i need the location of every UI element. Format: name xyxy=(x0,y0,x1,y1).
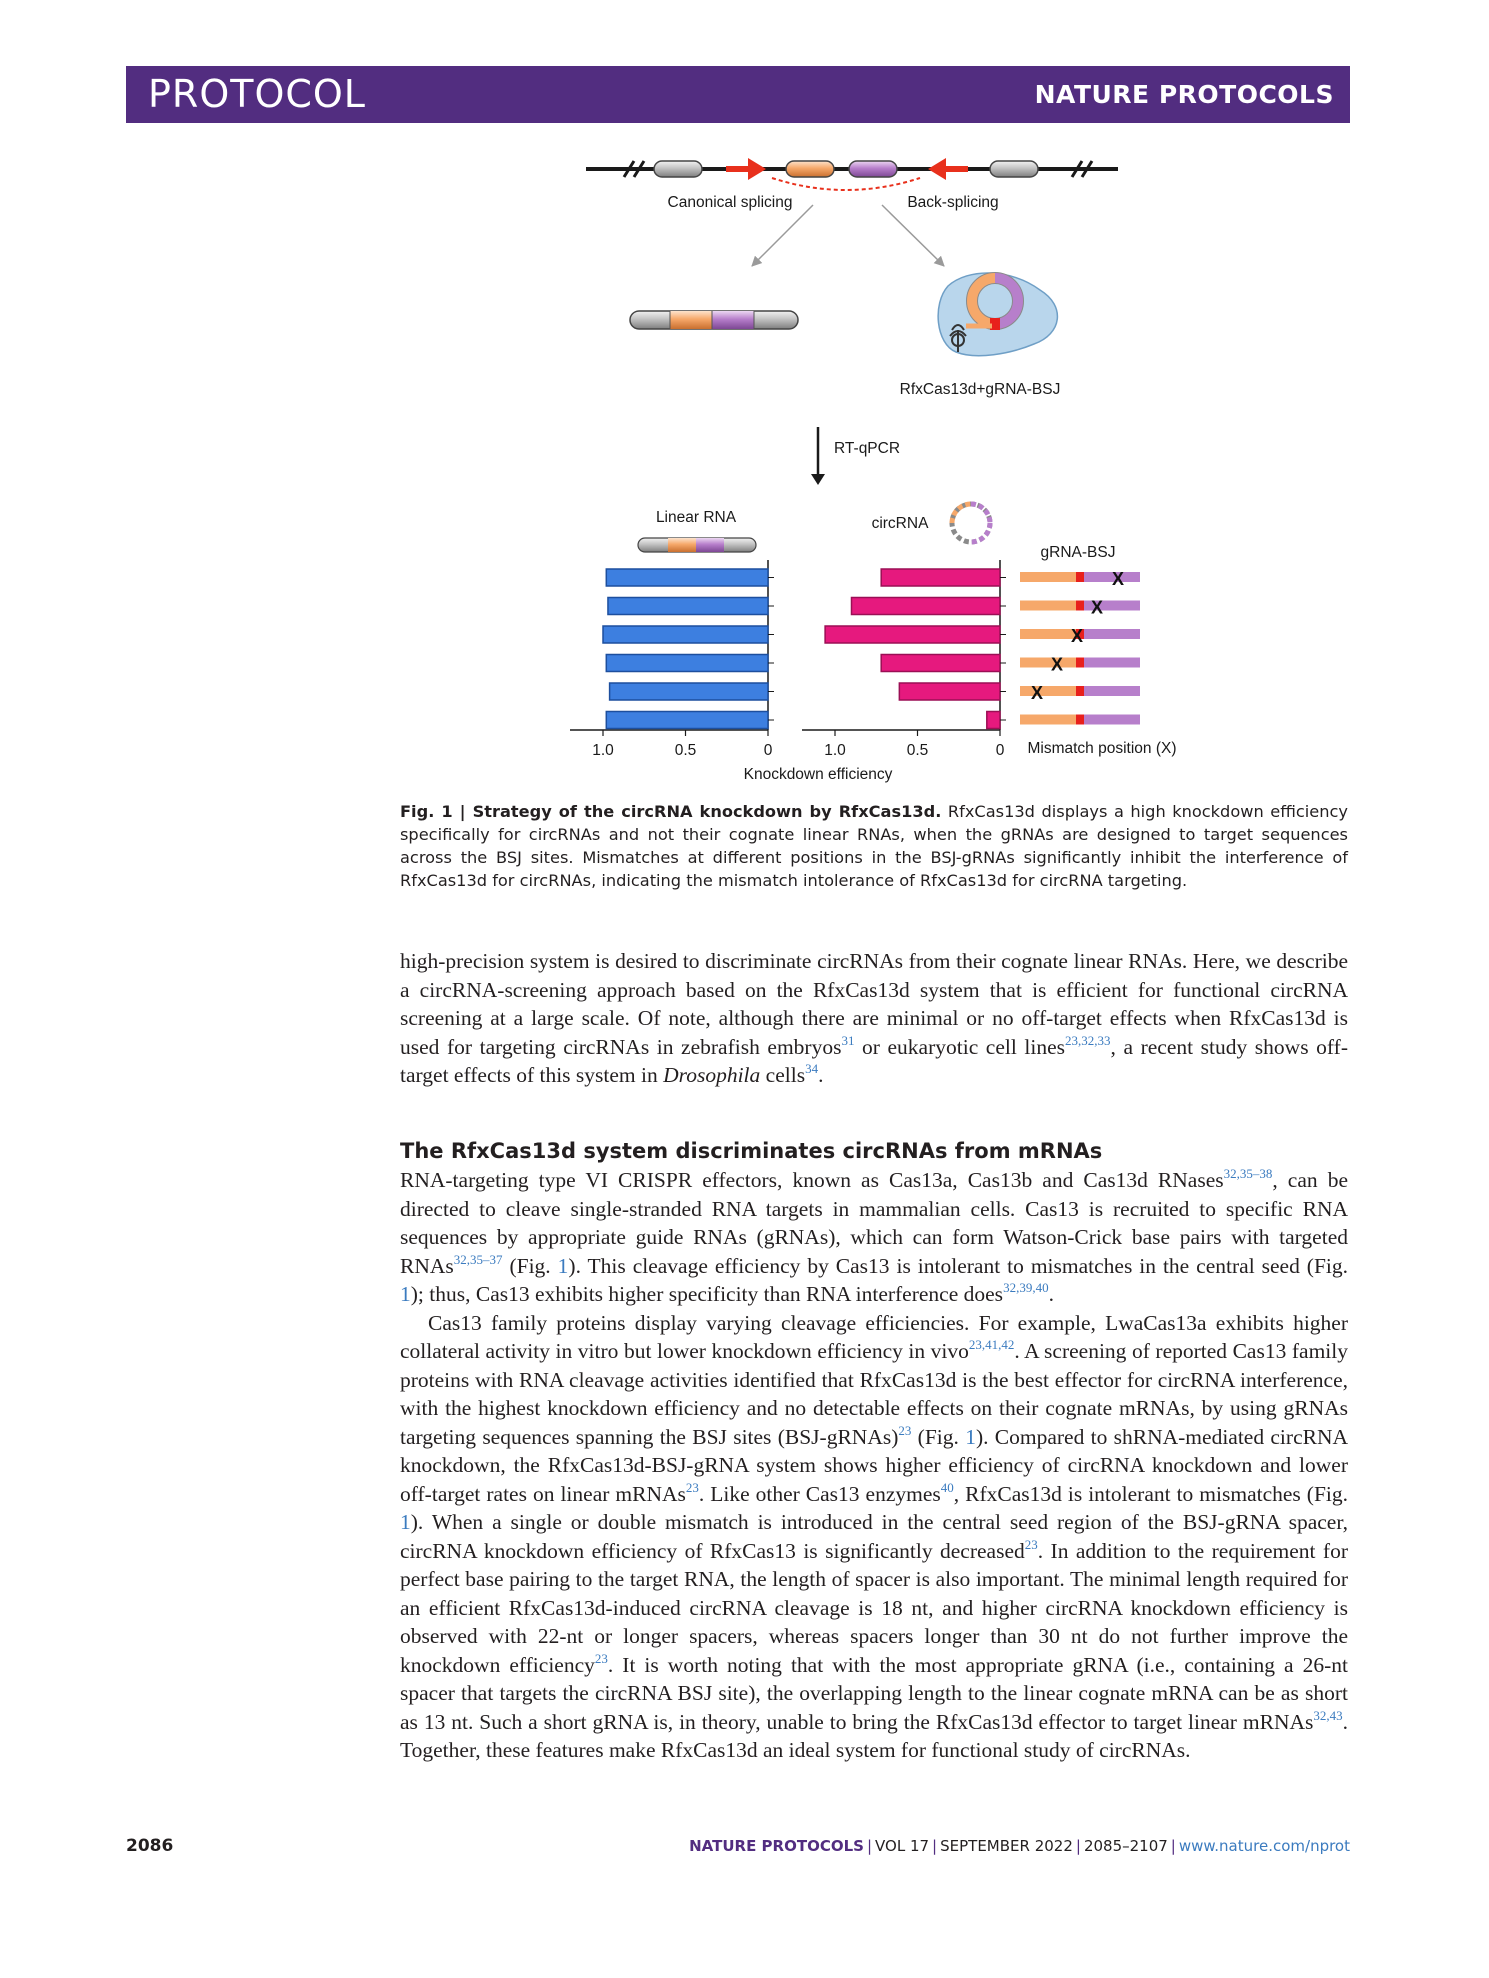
linear-bar-6 xyxy=(606,712,768,729)
grna-row-2-bsj xyxy=(1076,601,1084,611)
mismatch-mark-4: X xyxy=(1050,654,1064,675)
grna-row-2-orange xyxy=(1020,601,1076,611)
citation[interactable]: 32,43 xyxy=(1313,1707,1343,1723)
arrow-to-circ xyxy=(882,205,944,266)
grna-row-6-bsj xyxy=(1076,715,1084,725)
journal-name: NATURE PROTOCOLS xyxy=(1034,80,1334,109)
circ-bar-4 xyxy=(881,655,1000,672)
paragraph-1: high-precision system is desired to discriminate circRNAs from their cognate linear RNAs. Here, we describe a circRNA-screening approach based on the RfxCas13d system that is efficient for functional circRNA screening at a large scale. Of note, although there are minimal or no off-target effects when RfxCas13d is used for targeting circRNAs in zebrafish embryos$^{31}$ or eukaryotic cell lines$^{23,32,33}$, a recent study shows off-target effects of this system in Drosophila cells$^{34}$. xyxy=(400,949,1348,1087)
circ-bar-2 xyxy=(852,598,1001,615)
circ-x-tick-label: 0.5 xyxy=(906,742,929,759)
linear-bar-4 xyxy=(606,655,768,672)
linear-bar-2 xyxy=(608,598,768,615)
circ-bar-1 xyxy=(881,569,1000,586)
grna-row-1-orange xyxy=(1020,572,1076,582)
label-complex: RfxCas13d+gRNA-BSJ xyxy=(899,381,1061,398)
citation[interactable]: 32,35–37 xyxy=(453,1251,503,1267)
chart-linear-rna xyxy=(570,560,774,759)
figure-link[interactable]: 1 xyxy=(400,1510,411,1534)
label-grna-bsj: gRNA-BSJ xyxy=(1040,544,1116,561)
exon-gray-left xyxy=(654,161,702,177)
grna-row-3-purple xyxy=(1084,629,1140,639)
citation[interactable]: 23,32,33 xyxy=(1065,1032,1111,1048)
figure-caption xyxy=(400,800,1348,892)
citation[interactable]: 23,41,42 xyxy=(968,1337,1015,1352)
label-back-splicing: Back-splicing xyxy=(907,194,999,211)
exon-orange xyxy=(786,161,834,177)
figure-1 xyxy=(0,0,1489,790)
footer-citation: NATURE PROTOCOLS | VOL 17 | SEPTEMBER 2022 | 2085–2107 | www.nature.com/nprot xyxy=(689,1837,1350,1855)
grna-row-1-bsj xyxy=(1076,572,1084,582)
figure-link[interactable]: 1 xyxy=(557,1253,569,1278)
circrna-icon xyxy=(952,504,990,542)
grna-row-5-purple xyxy=(1084,686,1140,696)
grna-row-6-orange xyxy=(1020,715,1076,725)
label-canonical-splicing: Canonical splicing xyxy=(667,194,793,211)
circ-bar-6 xyxy=(987,712,1000,729)
citation[interactable]: 23 xyxy=(685,1479,699,1495)
linear-mrna-product xyxy=(630,311,798,329)
caption-label: Fig. 1 | Strategy of the circRNA knockdown by RfxCas13d. xyxy=(400,802,942,821)
chart-circrna xyxy=(802,560,1006,759)
genomic-locus xyxy=(586,158,1118,190)
citation[interactable]: 34 xyxy=(805,1061,819,1076)
linear-x-tick-label: 1.0 xyxy=(592,742,614,759)
label-x-axis: Knockdown efficiency xyxy=(743,766,893,783)
paragraph-3: Cas13 family proteins display varying cleavage efficiencies. For example, LwaCas13a exhibits higher collateral activity in vitro but lower knockdown efficiency in vivo$^{23,41,42}$. A screening of reported Cas13 family proteins with RNA cleavage activities identified that RfxCas13d is the best effector for circRNA interference, with the highest knockdown efficiency and no detectable effects on their cognate mRNAs, by using gRNAs targeting sequences spanning the BSJ sites (BSJ-gRNAs)$^{23}$ (Fig. 1). Compared to shRNA-mediated circRNA knockdown, the RfxCas13d-BSJ-gRNA system shows higher efficiency of circRNA knockdown and lower off-target rates on linear mRNAs$^{23}$. Like other Cas13 enzymes$^{40}$, RfxCas13d is intolerant to mismatches (Fig. 1). When a single or double mismatch is introduced in the central seed region of the BSJ-gRNA spacer, circRNA knockdown efficiency of RfxCas13 is significantly decreased$^{23}$. In addition to the requirement for perfect base pairing to the target RNA, the length of spacer is also important. The minimal length required for an efficient RfxCas13d-induced circRNA cleavage is 18 nt, and higher circRNA knockdown efficiency is observed with 22-nt or longer spacers, whereas spacers longer than 30 nt do not further improve the knockdown efficiency$^{23}$. It is worth noting that with the most appropriate gRNA (i.e., containing a 26-nt spacer that targets the circRNA BSJ site), the overlapping length to the linear cognate mRNA can be as short as 13 nt. Such a short gRNA is, in theory, unable to bring the RfxCas13d effector to target linear mRNAs$^{32,43}$. Together, these features make RfxCas13d an ideal system for functional study of circRNAs. xyxy=(400,1310,1349,1762)
linear-x-tick-label: 0.5 xyxy=(674,742,697,759)
figure-link[interactable]: 1 xyxy=(965,1424,976,1449)
page-number: 2086 xyxy=(126,1836,174,1856)
grna-row-6-purple xyxy=(1084,715,1140,725)
circ-x-tick-label: 0 xyxy=(995,742,1005,759)
grna-row-3-orange xyxy=(1020,629,1076,639)
grna-row-4-purple xyxy=(1084,658,1140,668)
linear-bar-1 xyxy=(606,569,768,586)
exon-purple xyxy=(849,161,897,177)
linear-rna-icon xyxy=(638,538,756,552)
circ-x-tick-label: 1.0 xyxy=(824,742,846,759)
grna-row-4-orange xyxy=(1020,658,1076,668)
citation[interactable]: 23 xyxy=(898,1422,912,1438)
footer-pages: 2085–2107 xyxy=(1083,1837,1168,1855)
paragraph-2: RNA-targeting type VI CRISPR effectors, known as Cas13a, Cas13b and Cas13d RNases$^{32,35-38}$, can be directed to cleave single-stranded RNA targets in mammalian cells. Cas13 is recruited to specific RNA sequences by appropriate guide RNAs (gRNAs), which can form Watson-Crick base pairs with targeted RNAs$^{32,35-37}$ (Fig. 1). This cleavage efficiency by Cas13 is intolerant to mismatches in the central seed (Fig. 1); thus, Cas13 exhibits higher specificity than RNA interference does$^{32,39,40}$. Cas13 family proteins display varying cleavage efficiencies. For example, LwaCas13a exhibits higher collateral activity in vitro but lower knockdown efficiency in vivo$^{23,41,42}$. A screening of reported Cas13 family proteins with RNA cleavage activities identified that RfxCas13d is the best effector for circRNA interference, with the highest knockdown efficiency and no detectable effects on their cognate mRNAs, by using gRNAs targeting sequences spanning the BSJ sites (BSJ-gRNAs)$^{23}$ (Fig. 1). Compared to shRNA-mediated circRNA knockdown, the RfxCas13d-BSJ-gRNA system shows higher efficiency of circRNA knockdown and lower off-target rates on linear mRNAs$^{23}$. Like other Cas13 enzymes$^{40}$, RfxCas13d is intolerant to mismatches (Fig. 1). When a single or double mismatch is introduced in the central seed region of the BSJ-gRNA spacer, circRNA knockdown efficiency of RfxCas13 is significantly decreased$^{23}$. In addition to the requirement for perfect base pairing to the target RNA, the length of spacer is also important. The minimal length required for an efficient RfxCas13d-induced circRNA cleavage is 18 nt, and higher circRNA knockdown efficiency is observed with 22-nt or longer spacers, whereas spacers longer than 30 nt do not further improve the knockdown efficiency$^{23}$. It is worth noting that with the most appropriate gRNA (i.e., containing a 26-nt spacer that targets the circRNA BSJ site), the overlapping length to the linear cognate mRNA can be as short as 13 nt. Such a short gRNA is, in theory, unable to bring the RfxCas13d effector to target linear mRNAs$^{32,43}$. Together, these features make RfxCas13d an ideal system for functional study of circRNAs. xyxy=(400,1166,1348,1765)
citation[interactable]: 23 xyxy=(1024,1536,1038,1552)
mismatch-mark-5: X xyxy=(1030,683,1044,703)
flanking-repeat-arrow-left xyxy=(726,158,766,180)
footer-url[interactable]: www.nature.com/nprot xyxy=(1178,1837,1350,1855)
citation[interactable]: 31 xyxy=(841,1032,855,1048)
section-label: PROTOCOL xyxy=(148,72,366,116)
grna-row-4-bsj xyxy=(1076,658,1084,668)
mismatch-mark-3: X xyxy=(1070,626,1084,646)
label-mismatch-axis: Mismatch position (X) xyxy=(1027,740,1177,757)
flanking-repeat-arrow-right xyxy=(928,158,968,180)
cas13d-complex xyxy=(938,273,1057,356)
grna-row-5-bsj xyxy=(1076,686,1084,696)
caption-text: RfxCas13d displays a high knockdown efficiency specifically for circRNAs and not their cognate linear RNAs, when the gRNAs are designed to target sequences across the BSJ sites. Mismatches at different positions in the BSJ-gRNAs significantly inhibit the interference of RfxCas13d for circRNAs, indicating the mismatch intolerance of RfxCas13d for circRNA targeting. xyxy=(400,802,1348,890)
citation[interactable]: 40 xyxy=(940,1479,954,1495)
linear-bar-5 xyxy=(610,683,768,700)
citation[interactable]: 23 xyxy=(594,1650,608,1666)
arrow-to-linear xyxy=(752,205,813,266)
circ-bar-3 xyxy=(825,626,1000,643)
section-heading: The RfxCas13d system discriminates circRNAs from mRNAs xyxy=(400,1139,1103,1163)
citation[interactable]: 32,39,40 xyxy=(1003,1280,1049,1295)
label-linear-rna: Linear RNA xyxy=(655,509,737,526)
label-circrna: circRNA xyxy=(871,515,929,532)
linear-x-tick-label: 0 xyxy=(763,742,773,759)
back-splice-dashed-arc xyxy=(772,178,920,190)
footer-volume: VOL 17 xyxy=(875,1837,930,1855)
citation[interactable]: 32,35–38 xyxy=(1223,1166,1273,1181)
circ-bar-5 xyxy=(899,683,1000,700)
label-rt-qpcr: RT-qPCR xyxy=(834,440,901,457)
mismatch-mark-2: X xyxy=(1090,597,1104,618)
figure-link[interactable]: 1 xyxy=(400,1282,411,1306)
linear-bar-3 xyxy=(603,626,768,643)
footer-journal: NATURE PROTOCOLS xyxy=(689,1837,864,1855)
mismatch-mark-1: X xyxy=(1111,569,1125,589)
exon-gray-right xyxy=(990,161,1038,177)
grna-bsj-diagrams xyxy=(1020,569,1140,725)
grna-row-5-orange xyxy=(1020,686,1076,696)
footer-date: SEPTEMBER 2022 xyxy=(940,1837,1073,1855)
